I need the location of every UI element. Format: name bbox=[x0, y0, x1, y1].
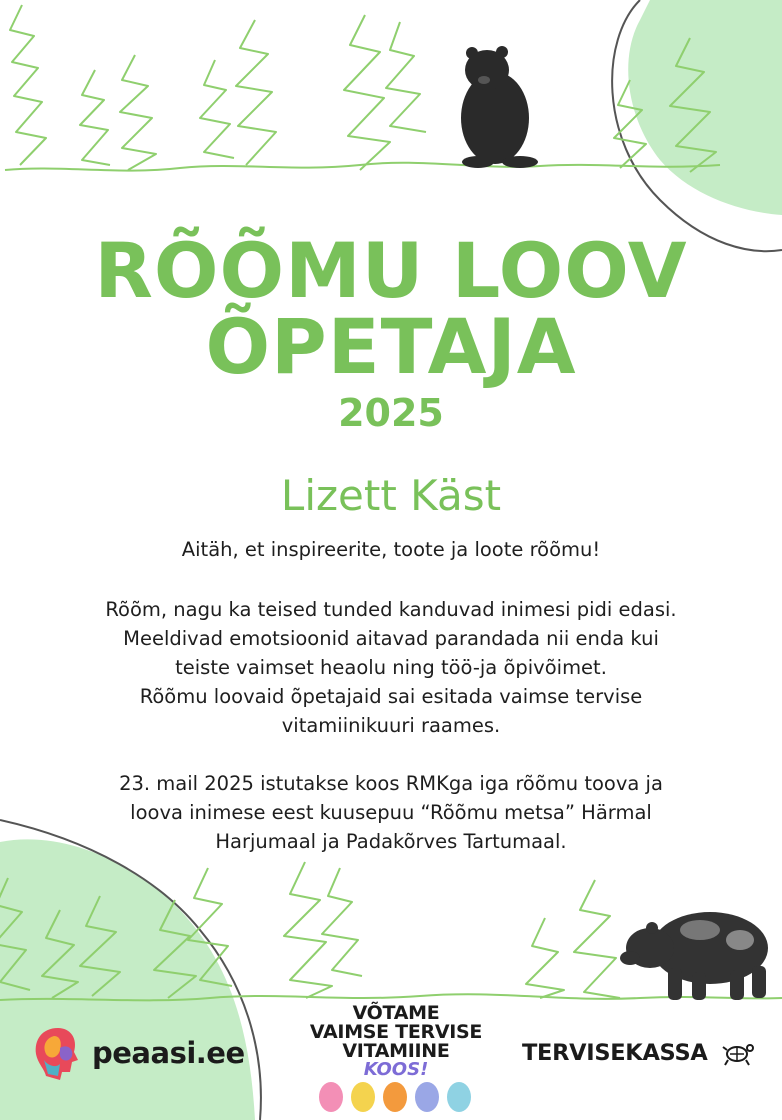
paragraph-1-line: Rõõm, nagu ka teised tunded kanduvad inimesi pidi edasi. bbox=[105, 598, 677, 621]
campaign-line: VÕTAME bbox=[352, 1002, 440, 1024]
top-right-blob bbox=[628, 0, 782, 215]
peaasi-wordmark: peaasi.ee bbox=[92, 1036, 245, 1070]
title-line-1: RÕÕMU LOOV bbox=[94, 226, 688, 315]
paragraph-1-line: teiste vaimset heaolu ning töö-ja õpivõimet. bbox=[175, 656, 607, 679]
paragraph-1-line: Meeldivad emotsioonid aitavad parandada nii enda kui bbox=[123, 627, 659, 650]
sitting-bear bbox=[461, 46, 538, 168]
thanks-line: Aitäh, et inspireerite, toote ja loote rõõmu! bbox=[181, 538, 601, 561]
year: 2025 bbox=[338, 391, 444, 435]
tervisekassa-logo bbox=[522, 1036, 762, 1076]
title-line-2: ÕPETAJA bbox=[205, 302, 577, 391]
paragraph-1-line: vitamiinikuuri raames. bbox=[281, 714, 501, 737]
peaasi-logo bbox=[30, 1022, 245, 1088]
tervisekassa-wordmark: TERVISEKASSA bbox=[522, 1040, 708, 1066]
vitamin-characters-icon bbox=[311, 1079, 481, 1115]
campaign-line: VITAMIINE bbox=[342, 1040, 450, 1062]
paragraph-1-line: Rõõmu loovaid õpetajaid sai esitada vaimse tervise bbox=[139, 685, 643, 708]
paragraph-1 bbox=[40, 595, 742, 740]
vitamin-campaign-logo bbox=[300, 1004, 492, 1116]
paragraph-2-line: 23. mail 2025 istutakse koos RMKga iga rõõmu toova ja bbox=[119, 772, 663, 795]
peaasi-head-icon bbox=[30, 1024, 88, 1084]
campaign-line: VAIMSE TERVISE bbox=[309, 1021, 483, 1043]
walking-bear bbox=[620, 912, 768, 1000]
recipient-name: Lizett Käst bbox=[280, 471, 502, 520]
paragraph-2-line: loova inimese eest kuusepuu “Rõõmu metsa” Härmal bbox=[130, 801, 652, 824]
campaign-koos: KOOS! bbox=[363, 1059, 429, 1080]
turtle-icon bbox=[722, 1038, 756, 1068]
paragraph-2-line: Harjumaal ja Padakõrves Tartumaal. bbox=[215, 830, 567, 853]
paragraph-2 bbox=[40, 769, 742, 856]
